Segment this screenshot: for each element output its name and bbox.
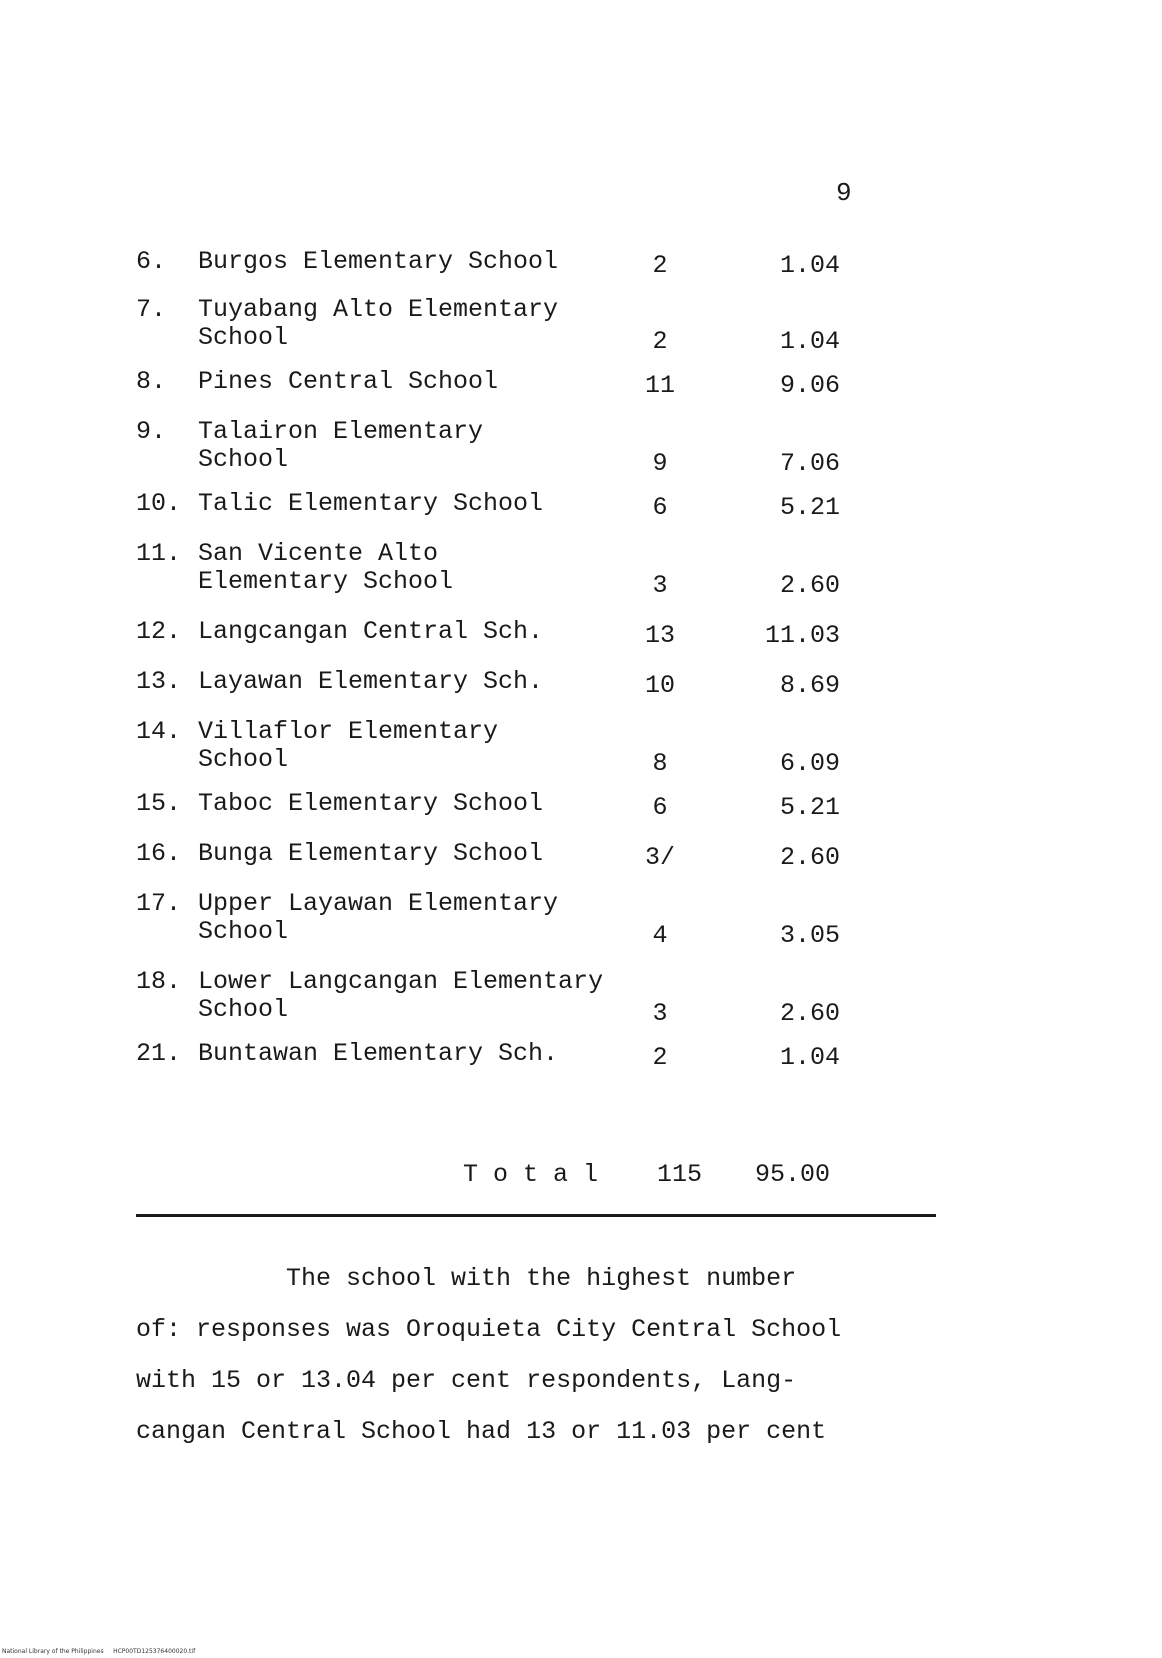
school-name-line: Layawan Elementary Sch.	[198, 667, 544, 696]
paragraph-line: of: responses was Oroquieta City Central School	[136, 1315, 842, 1344]
response-count: 6	[652, 793, 668, 822]
school-name-line: Elementary School	[198, 567, 454, 596]
response-count: 3	[652, 571, 668, 600]
response-count: 4	[652, 921, 668, 950]
total-percent: 95.00	[755, 1160, 831, 1189]
school-name	[198, 890, 558, 946]
school-name	[198, 668, 543, 696]
response-percent: 1.04	[779, 327, 840, 356]
response-percent: 11.03	[764, 621, 840, 650]
response-count: 2	[652, 251, 668, 280]
school-name	[198, 840, 543, 868]
paragraph-line: cangan Central School had 13 or 11.03 per cent	[136, 1417, 827, 1446]
school-name-line: Lower Langcangan Elementary	[198, 967, 604, 996]
response-count: 8	[652, 749, 668, 778]
row-number: 16.	[136, 839, 182, 868]
row-number: 11.	[136, 539, 182, 568]
row-number: 7.	[136, 295, 167, 324]
response-percent: 5.21	[779, 493, 840, 522]
response-percent: 8.69	[779, 671, 840, 700]
school-name-line: School	[198, 445, 289, 474]
archive-footer: National Library of the Philippines HCP00TD125376400020.tif	[2, 1648, 196, 1655]
school-name-line: School	[198, 323, 289, 352]
school-name-line: Burgos Elementary School	[198, 247, 559, 276]
school-name-line: Taboc Elementary School	[198, 789, 544, 818]
paragraph-line: with 15 or 13.04 per cent respondents, Lang-	[136, 1366, 797, 1395]
row-number: 18.	[136, 967, 182, 996]
response-count: 13	[644, 621, 675, 650]
school-name	[198, 248, 558, 276]
school-name-line: Tuyabang Alto Elementary	[198, 295, 559, 324]
school-name-line: School	[198, 995, 289, 1024]
school-name-line: Buntawan Elementary Sch.	[198, 1039, 559, 1068]
school-name-line: Upper Layawan Elementary	[198, 889, 559, 918]
school-name	[198, 718, 498, 774]
school-name	[198, 540, 453, 596]
school-name	[198, 1040, 558, 1068]
school-name-line: Langcangan Central Sch.	[198, 617, 544, 646]
page-number: 9	[836, 178, 852, 208]
response-percent: 3.05	[779, 921, 840, 950]
response-count: 9	[652, 449, 668, 478]
row-number: 17.	[136, 889, 182, 918]
school-name	[198, 296, 558, 352]
row-number: 12.	[136, 617, 182, 646]
response-percent: 1.04	[779, 251, 840, 280]
response-percent: 6.09	[779, 749, 840, 778]
total-label: Total	[463, 1160, 614, 1189]
row-number: 13.	[136, 667, 182, 696]
school-name	[198, 968, 603, 1024]
school-name	[198, 790, 543, 818]
total-rule	[136, 1214, 936, 1217]
response-percent: 2.60	[779, 843, 840, 872]
paragraph-line: The school with the highest number	[136, 1264, 797, 1293]
school-name	[198, 418, 483, 474]
response-count: 2	[652, 327, 668, 356]
response-count: 10	[644, 671, 675, 700]
response-count: 11	[644, 371, 675, 400]
row-number: 10.	[136, 489, 182, 518]
response-count: 2	[652, 1043, 668, 1072]
response-percent: 5.21	[779, 793, 840, 822]
school-name-line: Talic Elementary School	[198, 489, 544, 518]
response-percent: 2.60	[779, 571, 840, 600]
school-name-line: Bunga Elementary School	[198, 839, 544, 868]
response-count: 3/	[644, 843, 675, 872]
school-name-line: Villaflor Elementary	[198, 717, 499, 746]
row-number: 14.	[136, 717, 182, 746]
school-name-line: School	[198, 745, 289, 774]
school-name-line: School	[198, 917, 289, 946]
response-percent: 1.04	[779, 1043, 840, 1072]
school-name-line: Talairon Elementary	[198, 417, 484, 446]
total-count: 115	[657, 1160, 703, 1189]
school-name	[198, 618, 543, 646]
school-name	[198, 368, 498, 396]
row-number: 15.	[136, 789, 182, 818]
row-number: 8.	[136, 367, 167, 396]
row-number: 21.	[136, 1039, 182, 1068]
school-name-line: San Vicente Alto	[198, 539, 439, 568]
response-count: 6	[652, 493, 668, 522]
response-percent: 2.60	[779, 999, 840, 1028]
response-percent: 9.06	[779, 371, 840, 400]
response-percent: 7.06	[779, 449, 840, 478]
body-paragraph	[136, 1264, 936, 1468]
school-name	[198, 490, 543, 518]
response-count: 3	[652, 999, 668, 1028]
school-name-line: Pines Central School	[198, 367, 499, 396]
row-number: 6.	[136, 247, 167, 276]
row-number: 9.	[136, 417, 167, 446]
